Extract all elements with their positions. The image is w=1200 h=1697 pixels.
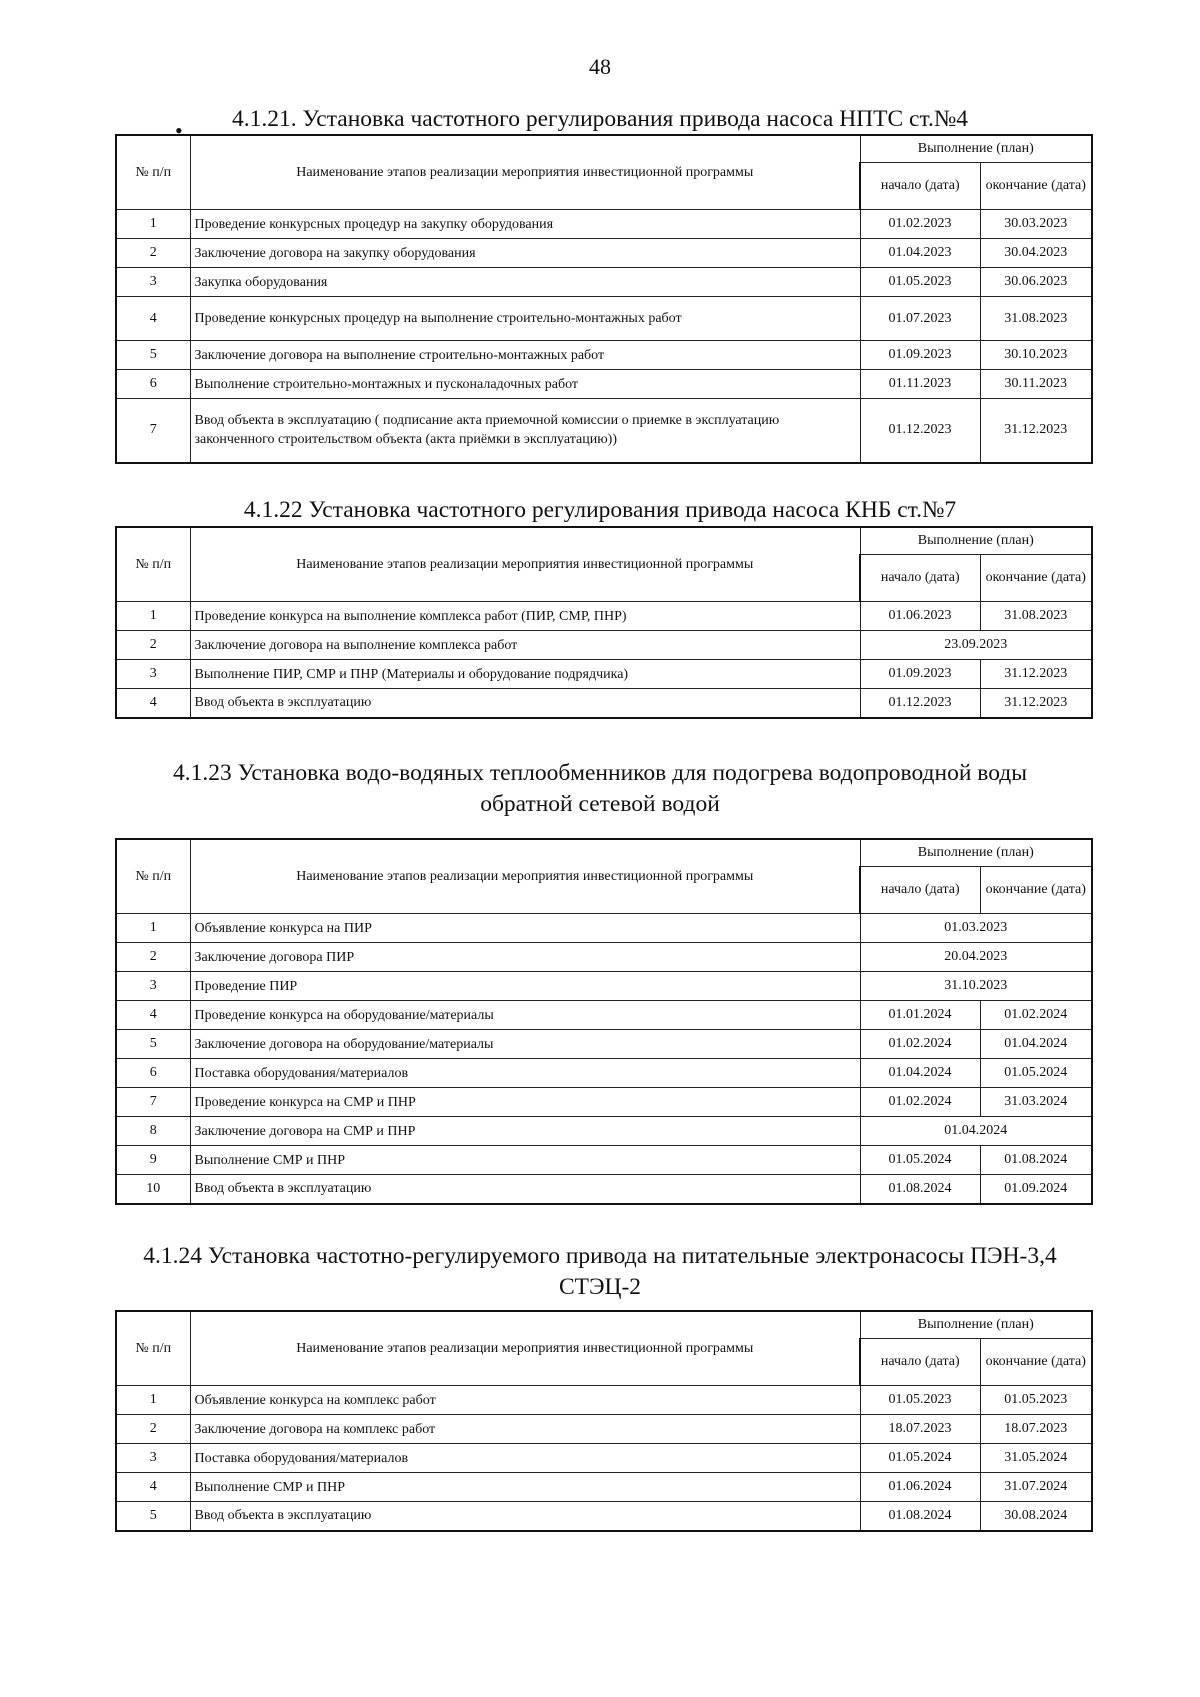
table-row — [116, 1117, 1092, 1146]
row-end-date: 31.05.2024 — [980, 1444, 1092, 1473]
row-end-date: 31.12.2023 — [980, 660, 1092, 689]
table-row — [116, 631, 1092, 660]
row-num: 9 — [116, 1146, 190, 1175]
header-num: № п/п — [116, 839, 190, 914]
table-row — [116, 1146, 1092, 1175]
row-num: 5 — [116, 1030, 190, 1059]
row-name: Объявление конкурса на ПИР — [190, 914, 860, 943]
table-row — [116, 943, 1092, 972]
row-start-date: 01.05.2024 — [860, 1146, 980, 1175]
row-name: Проведение конкурса на оборудование/материалы — [190, 1001, 860, 1030]
row-num: 3 — [116, 268, 190, 297]
row-num: 5 — [116, 341, 190, 370]
header-start: начало (дата) — [860, 555, 980, 602]
row-start-date: 01.02.2023 — [860, 210, 980, 239]
row-num: 4 — [116, 1473, 190, 1502]
header-name: Наименование этапов реализации мероприятия инвестиционной программы — [190, 135, 860, 210]
row-num: 8 — [116, 1117, 190, 1146]
table-row — [116, 972, 1092, 1001]
row-start-date: 01.06.2023 — [860, 602, 980, 631]
row-name: Объявление конкурса на комплекс работ — [190, 1386, 860, 1415]
row-start-date: 01.04.2023 — [860, 239, 980, 268]
row-num: 4 — [116, 1001, 190, 1030]
section-title-4-1-23-line1: 4.1.23 Установка водо-водяных теплообменников для подогрева водопроводной воды — [172, 760, 1028, 786]
row-name: Проведение конкурсных процедур на выполнение строительно-монтажных работ — [190, 297, 860, 341]
row-start-date: 01.05.2023 — [860, 268, 980, 297]
header-end: окончание (дата) — [980, 1339, 1092, 1386]
row-end-date: 01.05.2023 — [980, 1386, 1092, 1415]
row-start-date: 18.07.2023 — [860, 1415, 980, 1444]
header-name: Наименование этапов реализации мероприятия инвестиционной программы — [190, 1311, 860, 1386]
row-num: 10 — [116, 1175, 190, 1204]
row-start-date: 01.01.2024 — [860, 1001, 980, 1030]
table-4-1-21 — [115, 134, 1093, 464]
row-name: Выполнение строительно-монтажных и пусконаладочных работ — [190, 370, 860, 399]
row-start-date: 01.12.2023 — [860, 689, 980, 718]
row-end-date: 31.08.2023 — [980, 602, 1092, 631]
table-row — [116, 1444, 1092, 1473]
table-row — [116, 297, 1092, 341]
row-num: 1 — [116, 1386, 190, 1415]
table-row — [116, 1001, 1092, 1030]
row-end-date: 30.11.2023 — [980, 370, 1092, 399]
header-num: № п/п — [116, 527, 190, 602]
row-name: Проведение конкурса на СМР и ПНР — [190, 1088, 860, 1117]
row-name: Заключение договора на комплекс работ — [190, 1415, 860, 1444]
row-end-date: 31.03.2024 — [980, 1088, 1092, 1117]
row-name: Поставка оборудования/материалов — [190, 1444, 860, 1473]
header-name: Наименование этапов реализации мероприятия инвестиционной программы — [190, 839, 860, 914]
row-name: Проведение конкурсных процедур на закупку оборудования — [190, 210, 860, 239]
row-num: 3 — [116, 660, 190, 689]
table-row — [116, 1088, 1092, 1117]
table-row — [116, 1502, 1092, 1531]
row-name: Ввод объекта в эксплуатацию ( подписание акта приемочной комиссии о приемке в эксплуатацию законченного строительством объекта (акта приёмки в эксплуатацию)) — [190, 399, 860, 463]
row-name: Проведение ПИР — [190, 972, 860, 1001]
row-single-date: 01.04.2024 — [860, 1117, 1092, 1146]
row-name: Заключение договора на закупку оборудования — [190, 239, 860, 268]
row-single-date: 31.10.2023 — [860, 972, 1092, 1001]
header-start: начало (дата) — [860, 163, 980, 210]
row-num: 2 — [116, 239, 190, 268]
table-row — [116, 1175, 1092, 1204]
section-title-4-1-22: 4.1.22 Установка частотного регулирования привода насоса КНБ ст.№7 — [243, 497, 957, 523]
row-end-date: 30.04.2023 — [980, 239, 1092, 268]
row-end-date: 31.12.2023 — [980, 399, 1092, 463]
row-name: Закупка оборудования — [190, 268, 860, 297]
table-row — [116, 399, 1092, 463]
row-start-date: 01.09.2023 — [860, 341, 980, 370]
header-name: Наименование этапов реализации мероприятия инвестиционной программы — [190, 527, 860, 602]
row-name: Ввод объекта в эксплуатацию — [190, 1175, 860, 1204]
row-num: 1 — [116, 602, 190, 631]
row-start-date: 01.12.2023 — [860, 399, 980, 463]
row-start-date: 01.08.2024 — [860, 1175, 980, 1204]
row-num: 6 — [116, 1059, 190, 1088]
row-start-date: 01.11.2023 — [860, 370, 980, 399]
header-end: окончание (дата) — [980, 163, 1092, 210]
section-title-4-1-21: 4.1.21. Установка частотного регулирования привода насоса НПТС ст.№4 — [231, 106, 969, 132]
table-row — [116, 1059, 1092, 1088]
row-name: Выполнение СМР и ПНР — [190, 1473, 860, 1502]
row-start-date: 01.02.2024 — [860, 1088, 980, 1117]
row-start-date: 01.07.2023 — [860, 297, 980, 341]
table-row — [116, 689, 1092, 718]
row-num: 1 — [116, 914, 190, 943]
section-title-4-1-24-line2: СТЭЦ-2 — [558, 1274, 642, 1300]
table-row — [116, 370, 1092, 399]
table-row — [116, 914, 1092, 943]
row-num: 2 — [116, 943, 190, 972]
row-num: 2 — [116, 631, 190, 660]
table-row — [116, 239, 1092, 268]
table-row — [116, 1030, 1092, 1059]
table-row — [116, 1415, 1092, 1444]
row-end-date: 30.08.2024 — [980, 1502, 1092, 1531]
row-num: 4 — [116, 297, 190, 341]
header-exec: Выполнение (план) — [860, 839, 1092, 867]
row-name: Заключение договора на выполнение комплекса работ — [190, 631, 860, 660]
header-exec: Выполнение (план) — [860, 135, 1092, 163]
row-start-date: 01.09.2023 — [860, 660, 980, 689]
row-start-date: 01.05.2023 — [860, 1386, 980, 1415]
table-row — [116, 660, 1092, 689]
page-number: 48 — [589, 54, 611, 79]
row-single-date: 20.04.2023 — [860, 943, 1092, 972]
row-num: 7 — [116, 1088, 190, 1117]
table-row — [116, 341, 1092, 370]
row-end-date: 31.07.2024 — [980, 1473, 1092, 1502]
table-row — [116, 268, 1092, 297]
row-num: 5 — [116, 1502, 190, 1531]
row-end-date: 01.02.2024 — [980, 1001, 1092, 1030]
row-name: Поставка оборудования/материалов — [190, 1059, 860, 1088]
header-start: начало (дата) — [860, 867, 980, 914]
row-end-date: 31.08.2023 — [980, 297, 1092, 341]
row-start-date: 01.02.2024 — [860, 1030, 980, 1059]
row-end-date: 30.10.2023 — [980, 341, 1092, 370]
table-4-1-24 — [115, 1310, 1093, 1532]
header-num: № п/п — [116, 135, 190, 210]
row-start-date: 01.06.2024 — [860, 1473, 980, 1502]
row-name: Заключение договора на оборудование/материалы — [190, 1030, 860, 1059]
row-name: Выполнение СМР и ПНР — [190, 1146, 860, 1175]
header-end: окончание (дата) — [980, 867, 1092, 914]
row-name: Заключение договора на СМР и ПНР — [190, 1117, 860, 1146]
row-name: Ввод объекта в эксплуатацию — [190, 689, 860, 718]
row-end-date: 01.08.2024 — [980, 1146, 1092, 1175]
row-end-date: 01.05.2024 — [980, 1059, 1092, 1088]
table-row — [116, 210, 1092, 239]
header-start: начало (дата) — [860, 1339, 980, 1386]
table-row — [116, 1473, 1092, 1502]
row-name: Проведение конкурса на выполнение комплекса работ (ПИР, СМР, ПНР) — [190, 602, 860, 631]
row-num: 3 — [116, 1444, 190, 1473]
header-exec: Выполнение (план) — [860, 1311, 1092, 1339]
row-start-date: 01.05.2024 — [860, 1444, 980, 1473]
header-num: № п/п — [116, 1311, 190, 1386]
stray-dot: • — [175, 118, 183, 143]
row-name: Заключение договора ПИР — [190, 943, 860, 972]
row-single-date: 23.09.2023 — [860, 631, 1092, 660]
row-start-date: 01.04.2024 — [860, 1059, 980, 1088]
table-row — [116, 602, 1092, 631]
row-start-date: 01.08.2024 — [860, 1502, 980, 1531]
row-num: 1 — [116, 210, 190, 239]
header-exec: Выполнение (план) — [860, 527, 1092, 555]
row-end-date: 01.04.2024 — [980, 1030, 1092, 1059]
section-title-4-1-24-line1: 4.1.24 Установка частотно-регулируемого привода на питательные электронасосы ПЭН-3,4 — [143, 1243, 1057, 1269]
row-end-date: 31.12.2023 — [980, 689, 1092, 718]
row-single-date: 01.03.2023 — [860, 914, 1092, 943]
row-name: Ввод объекта в эксплуатацию — [190, 1502, 860, 1531]
row-num: 2 — [116, 1415, 190, 1444]
table-4-1-22 — [115, 526, 1093, 719]
row-end-date: 18.07.2023 — [980, 1415, 1092, 1444]
row-name: Выполнение ПИР, СМР и ПНР (Материалы и оборудование подрядчика) — [190, 660, 860, 689]
row-num: 3 — [116, 972, 190, 1001]
row-num: 7 — [116, 399, 190, 463]
section-title-4-1-23-line2: обратной сетевой водой — [480, 791, 720, 817]
table-4-1-23 — [115, 838, 1093, 1205]
row-num: 4 — [116, 689, 190, 718]
row-num: 6 — [116, 370, 190, 399]
header-end: окончание (дата) — [980, 555, 1092, 602]
row-name: Заключение договора на выполнение строительно-монтажных работ — [190, 341, 860, 370]
row-end-date: 30.06.2023 — [980, 268, 1092, 297]
row-end-date: 30.03.2023 — [980, 210, 1092, 239]
row-end-date: 01.09.2024 — [980, 1175, 1092, 1204]
table-row — [116, 1386, 1092, 1415]
